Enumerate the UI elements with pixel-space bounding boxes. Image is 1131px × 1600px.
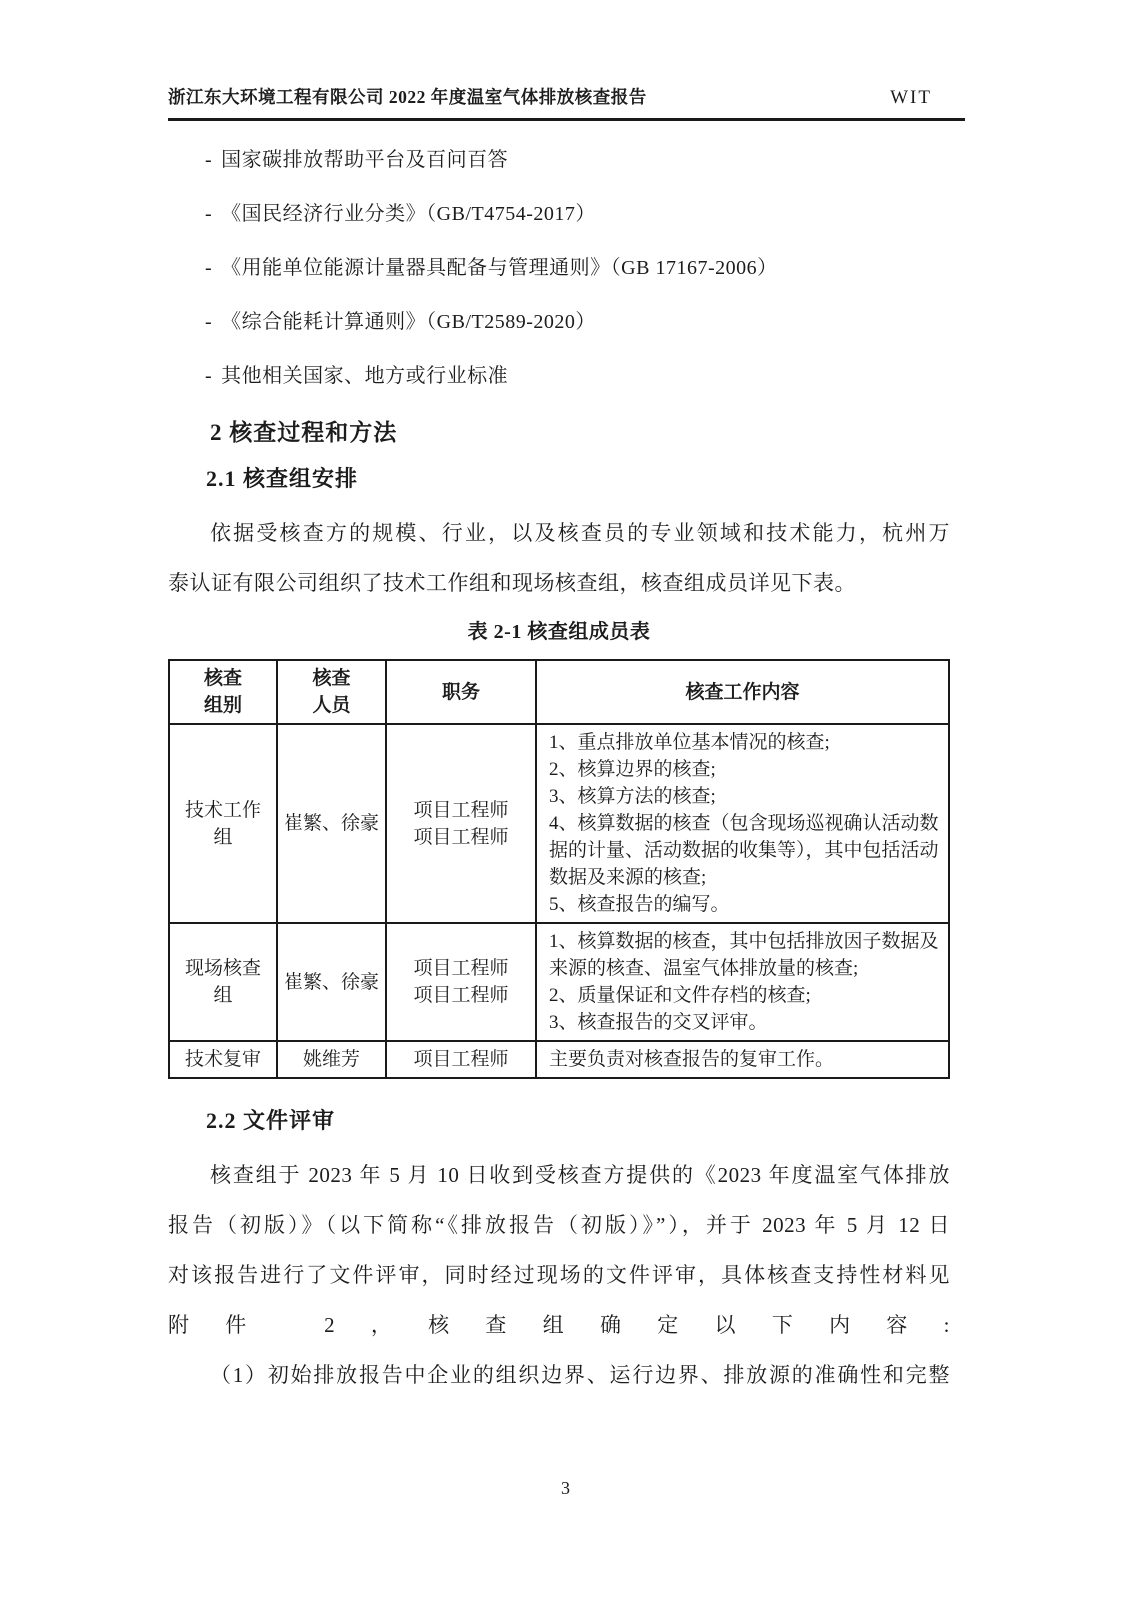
section-2-2-paragraph-2	[168, 1350, 950, 1400]
duty-line: 项目工程师	[413, 826, 509, 848]
paragraph-line: 报告（初版）》（以下简称“《排放报告（初版）》”），并于 2023 年 5 月 12 日	[168, 1213, 950, 1237]
bullet-dash: -	[205, 311, 213, 333]
duty-line: 项目工程师	[413, 958, 509, 979]
document-page	[168, 0, 950, 1400]
bullet-dash: -	[205, 257, 213, 279]
bullet-dash: -	[205, 149, 213, 171]
section-2-2-paragraph-1	[168, 1150, 950, 1350]
reference-item	[205, 310, 950, 334]
column-header	[277, 660, 386, 724]
header-title: 浙江东大环境工程有限公司 2022 年度温室气体排放核查报告	[168, 87, 647, 107]
task-item: 2、核算边界的核查;	[549, 759, 716, 780]
cell-duty	[386, 1041, 536, 1078]
cell-group: 技术工作组	[169, 724, 277, 923]
cell-people: 崔繁、徐豪	[277, 724, 386, 923]
wit-logo: WIT	[890, 87, 932, 108]
duty-line: 项目工程师	[413, 985, 509, 1006]
task-item: 1、核算数据的核查，其中包括排放因子数据及来源的核查、温室气体排放量的核查;	[549, 931, 939, 979]
section-2-heading: 2 核查过程和方法	[210, 420, 398, 445]
task-item: 3、核查报告的交叉评审。	[549, 1012, 768, 1033]
reference-item	[205, 202, 950, 226]
paragraph-line: 对该报告进行了文件评审，同时经过现场的文件评审，具体核查支持性材料见	[168, 1263, 950, 1287]
reference-text: 《国民经济行业分类》（GB/T4754-2017）	[221, 203, 596, 225]
task-item: 主要负责对核查报告的复审工作。	[549, 1049, 835, 1070]
reference-text: 《综合能耗计算通则》（GB/T2589-2020）	[221, 311, 596, 333]
task-item: 5、核查报告的编写。	[549, 894, 730, 915]
page-number: 3	[561, 1478, 570, 1498]
section-2-2-heading: 2.2 文件评审	[206, 1108, 336, 1133]
paragraph-line: 泰认证有限公司组织了技术工作组和现场核查组，核查组成员详见下表。	[168, 571, 856, 595]
cell-duty	[386, 923, 536, 1041]
paragraph-line: （1）初始排放报告中企业的组织边界、运行边界、排放源的准确性和完整	[210, 1363, 950, 1387]
cell-tasks	[536, 724, 949, 923]
paragraph-line: 附件 2，核查组确定以下内容:	[168, 1313, 950, 1337]
bullet-dash: -	[205, 203, 213, 225]
task-item: 4、核算数据的核查（包含现场巡视确认活动数据的计量、活动数据的收集等），其中包括活动数据及来源的核查;	[549, 813, 939, 888]
column-header-line: 职务	[441, 681, 480, 703]
task-item: 1、重点排放单位基本情况的核查;	[549, 732, 830, 753]
column-header-line: 组别	[203, 695, 242, 716]
reference-text: 国家碳排放帮助平台及百问百答	[221, 149, 509, 171]
task-item: 2、质量保证和文件存档的核查;	[549, 985, 811, 1006]
reference-item	[205, 148, 950, 172]
column-header-line: 人员	[312, 695, 351, 716]
column-header	[386, 660, 536, 724]
section-2-1-heading: 2.1 核查组安排	[206, 466, 359, 491]
table-header-row	[169, 660, 949, 724]
reference-item	[205, 364, 950, 388]
column-header-line: 核查工作内容	[685, 681, 800, 703]
reference-list	[168, 148, 950, 388]
header-rule	[168, 118, 965, 121]
cell-tasks	[536, 1041, 949, 1078]
column-header-line: 核查	[203, 668, 242, 689]
task-item: 3、核算方法的核查;	[549, 786, 716, 807]
column-header	[536, 660, 949, 724]
paragraph-line: 核查组于 2023 年 5 月 10 日收到受核查方提供的《2023 年度温室气体排放	[210, 1163, 950, 1187]
cell-tasks	[536, 923, 949, 1041]
verification-team-table	[168, 659, 950, 1079]
section-2-1-paragraph	[168, 508, 950, 608]
reference-text: 其他相关国家、地方或行业标准	[221, 365, 509, 387]
cell-people: 崔繁、徐豪	[277, 923, 386, 1041]
duty-line: 项目工程师	[413, 1049, 509, 1070]
page-header	[168, 0, 950, 109]
table-row	[169, 1041, 949, 1078]
cell-group: 现场核查组	[169, 923, 277, 1041]
cell-duty	[386, 724, 536, 923]
reference-item	[205, 256, 950, 280]
table-caption: 表 2-1 核查组成员表	[467, 621, 651, 643]
table-row	[169, 724, 949, 923]
table-row	[169, 923, 949, 1041]
cell-people: 姚维芳	[277, 1041, 386, 1078]
column-header-line: 核查	[312, 668, 351, 689]
column-header	[169, 660, 277, 724]
cell-group: 技术复审	[169, 1041, 277, 1078]
table-body	[169, 724, 949, 1078]
duty-line: 项目工程师	[413, 799, 509, 821]
bullet-dash: -	[205, 365, 213, 387]
paragraph-line: 依据受核查方的规模、行业，以及核查员的专业领域和技术能力，杭州万	[210, 521, 950, 545]
reference-text: 《用能单位能源计量器具配备与管理通则》（GB 17167-2006）	[221, 257, 778, 279]
